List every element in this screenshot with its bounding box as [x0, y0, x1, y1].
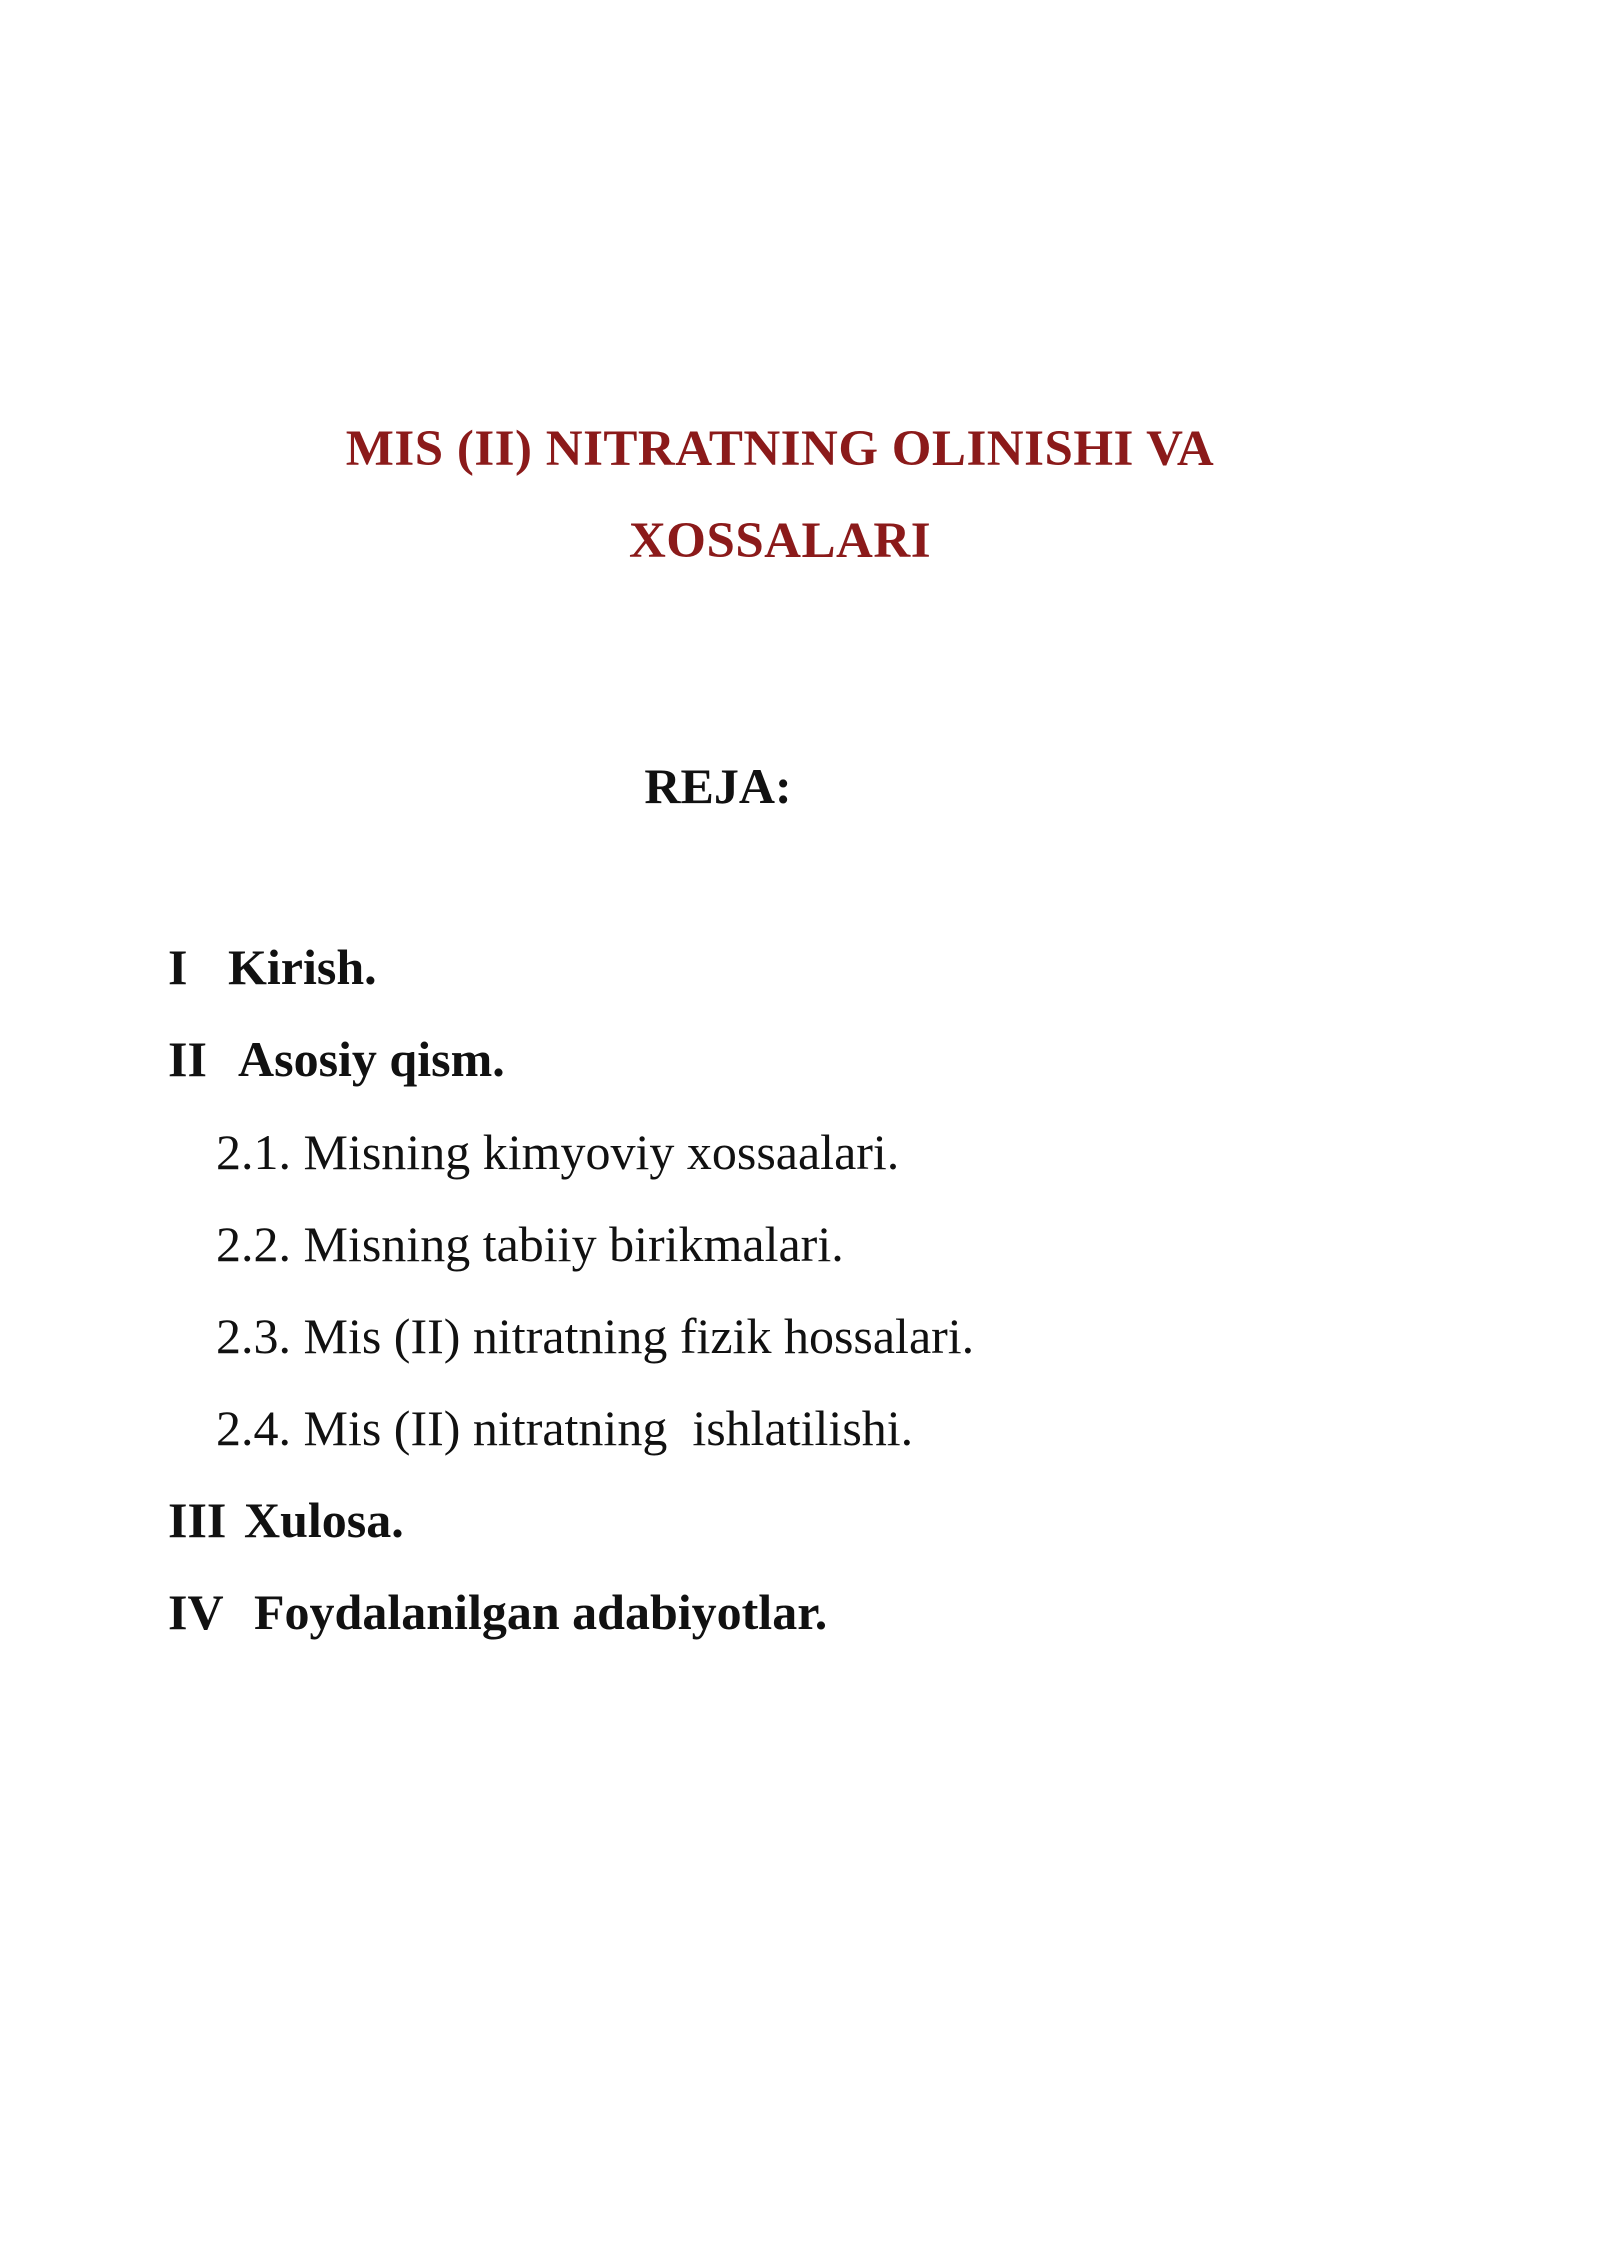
outline-numeral: II [168, 1031, 207, 1087]
outline-subitem-2-2: 2.2. Misning tabiiy birikmalari. [216, 1216, 844, 1272]
outline-subitem-2-4: 2.4. Mis (II) nitratning ishlatilishi. [216, 1400, 914, 1456]
outline-label: Xulosa. [244, 1492, 404, 1548]
outline-item-introduction [168, 939, 377, 995]
outline-numeral: I [168, 939, 188, 995]
outline-item-conclusion [168, 1492, 404, 1548]
outline-subitem-2-3: 2.3. Mis (II) nitratning fizik hossalari. [216, 1308, 975, 1364]
outline-item-references [168, 1584, 828, 1640]
outline-label: Asosiy qism. [238, 1031, 505, 1087]
document-title-line-2: XOSSALARI [628, 513, 932, 569]
outline-subitem-2-1: 2.1. Misning kimyoviy xossaalari. [216, 1124, 900, 1180]
plan-heading: REJA: [644, 758, 792, 814]
outline-numeral: IV [168, 1584, 224, 1640]
outline-item-main-part [168, 1031, 505, 1087]
outline-numeral: III [168, 1492, 227, 1548]
document-title-line-1: MIS (II) NITRATNING OLINISHI VA [345, 421, 1215, 477]
outline-label: Foydalanilgan adabiyotlar. [254, 1584, 828, 1640]
outline-label: Kirish. [228, 939, 377, 995]
